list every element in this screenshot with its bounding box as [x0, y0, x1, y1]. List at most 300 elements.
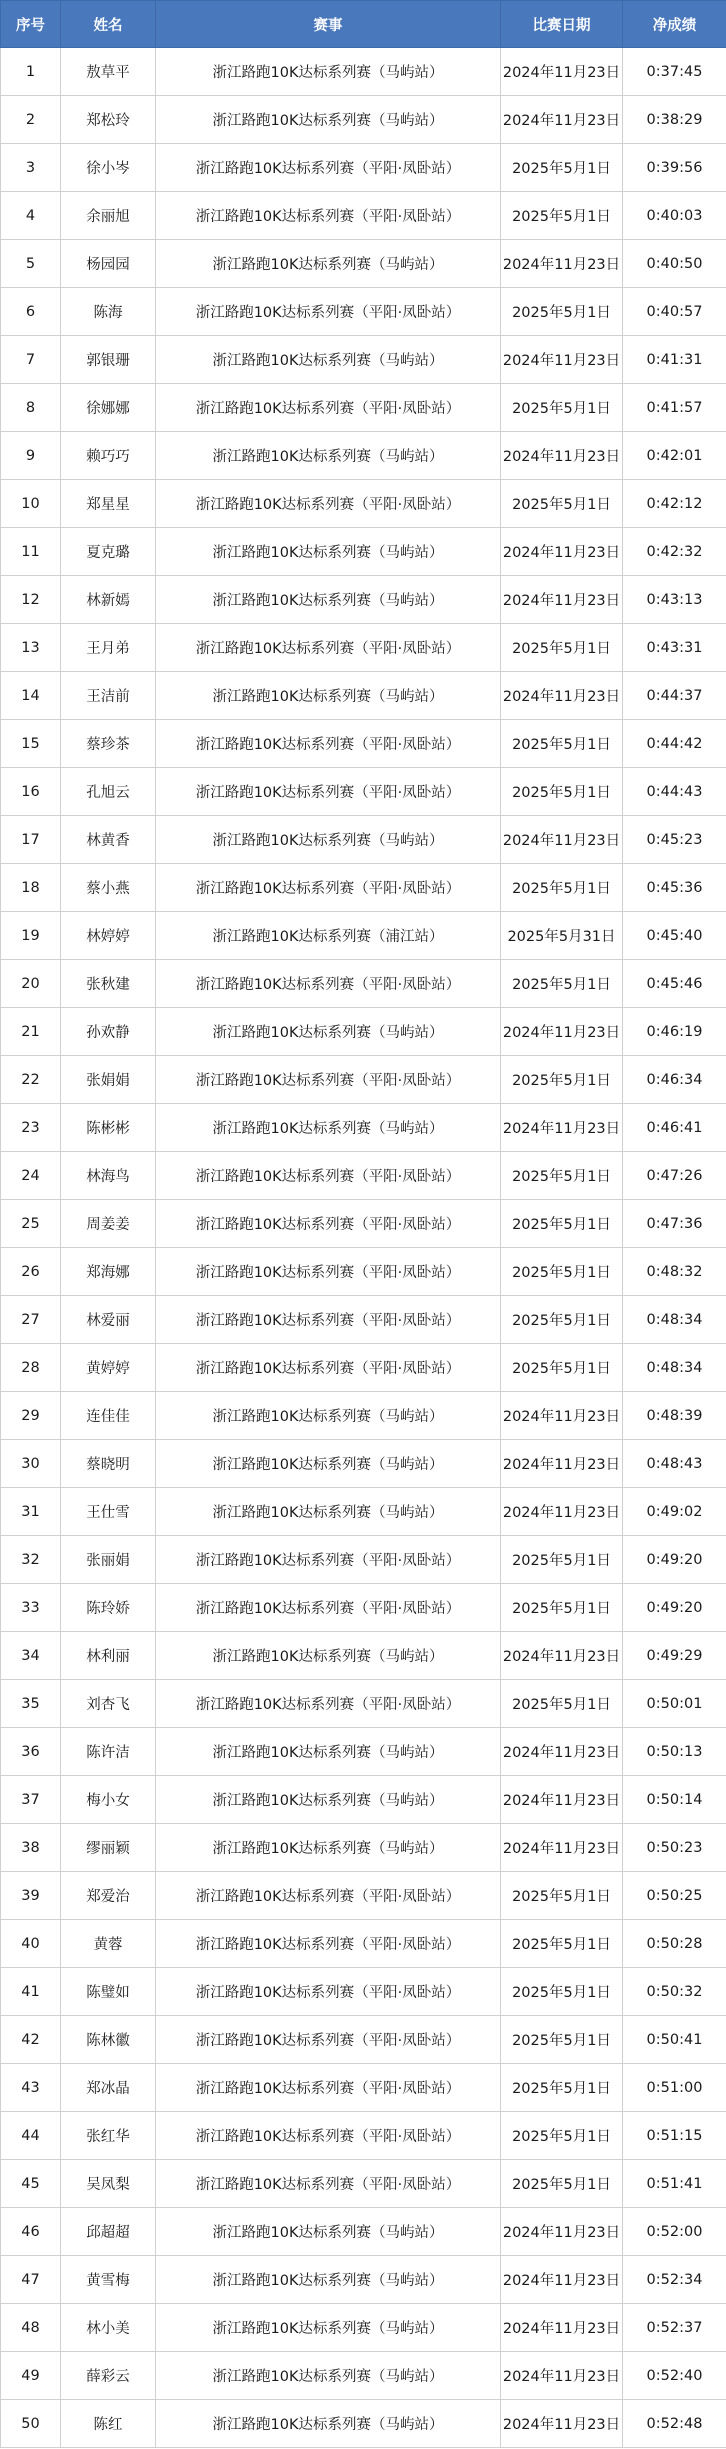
- rank-cell: 1: [1, 48, 61, 96]
- date-cell: 2024年11月23日: [501, 336, 623, 384]
- event-cell: 浙江路跑10K达标系列赛（马屿站）: [156, 1440, 501, 1488]
- event-cell: 浙江路跑10K达标系列赛（平阳·凤卧站）: [156, 1056, 501, 1104]
- header-row: [1, 1, 726, 48]
- date-cell: 2024年11月23日: [501, 48, 623, 96]
- name-cell: 余丽旭: [61, 192, 156, 240]
- net-time-cell: 0:48:34: [623, 1344, 726, 1392]
- rank-cell: 28: [1, 1344, 61, 1392]
- rank-cell: 38: [1, 1824, 61, 1872]
- name-cell: 杨园园: [61, 240, 156, 288]
- name-cell: 陈林徽: [61, 2016, 156, 2064]
- name-cell: 林婷婷: [61, 912, 156, 960]
- rank-cell: 37: [1, 1776, 61, 1824]
- date-cell: 2024年11月23日: [501, 1776, 623, 1824]
- table-row: [1, 2304, 726, 2352]
- net-time-cell: 0:46:19: [623, 1008, 726, 1056]
- net-time-cell: 0:45:23: [623, 816, 726, 864]
- date-cell: 2025年5月1日: [501, 624, 623, 672]
- table-row: [1, 1200, 726, 1248]
- event-cell: 浙江路跑10K达标系列赛（平阳·凤卧站）: [156, 2016, 501, 2064]
- event-cell: 浙江路跑10K达标系列赛（平阳·凤卧站）: [156, 1584, 501, 1632]
- rank-cell: 20: [1, 960, 61, 1008]
- event-cell: 浙江路跑10K达标系列赛（平阳·凤卧站）: [156, 624, 501, 672]
- rank-cell: 3: [1, 144, 61, 192]
- event-cell: 浙江路跑10K达标系列赛（马屿站）: [156, 48, 501, 96]
- table-row: [1, 192, 726, 240]
- rank-cell: 7: [1, 336, 61, 384]
- table-row: [1, 1536, 726, 1584]
- date-cell: 2025年5月1日: [501, 384, 623, 432]
- event-cell: 浙江路跑10K达标系列赛（马屿站）: [156, 2304, 501, 2352]
- table-row: [1, 2352, 726, 2400]
- date-cell: 2024年11月23日: [501, 1008, 623, 1056]
- net-time-cell: 0:42:32: [623, 528, 726, 576]
- rank-cell: 46: [1, 2208, 61, 2256]
- event-cell: 浙江路跑10K达标系列赛（马屿站）: [156, 528, 501, 576]
- event-cell: 浙江路跑10K达标系列赛（马屿站）: [156, 1104, 501, 1152]
- header-name: 姓名: [61, 1, 156, 48]
- name-cell: 连佳佳: [61, 1392, 156, 1440]
- date-cell: 2025年5月31日: [501, 912, 623, 960]
- table-header: [1, 1, 726, 48]
- table-row: [1, 672, 726, 720]
- rank-cell: 27: [1, 1296, 61, 1344]
- name-cell: 王仕雪: [61, 1488, 156, 1536]
- name-cell: 郑松玲: [61, 96, 156, 144]
- event-cell: 浙江路跑10K达标系列赛（马屿站）: [156, 1776, 501, 1824]
- name-cell: 陈许洁: [61, 1728, 156, 1776]
- event-cell: 浙江路跑10K达标系列赛（马屿站）: [156, 2256, 501, 2304]
- net-time-cell: 0:48:34: [623, 1296, 726, 1344]
- date-cell: 2025年5月1日: [501, 480, 623, 528]
- table-row: [1, 1296, 726, 1344]
- name-cell: 郑海娜: [61, 1248, 156, 1296]
- event-cell: 浙江路跑10K达标系列赛（平阳·凤卧站）: [156, 864, 501, 912]
- event-cell: 浙江路跑10K达标系列赛（浦江站）: [156, 912, 501, 960]
- event-cell: 浙江路跑10K达标系列赛（平阳·凤卧站）: [156, 1968, 501, 2016]
- date-cell: 2025年5月1日: [501, 144, 623, 192]
- date-cell: 2025年5月1日: [501, 1584, 623, 1632]
- table-row: [1, 432, 726, 480]
- event-cell: 浙江路跑10K达标系列赛（平阳·凤卧站）: [156, 288, 501, 336]
- rank-cell: 32: [1, 1536, 61, 1584]
- net-time-cell: 0:43:13: [623, 576, 726, 624]
- date-cell: 2025年5月1日: [501, 2160, 623, 2208]
- name-cell: 林海鸟: [61, 1152, 156, 1200]
- table-row: [1, 2256, 726, 2304]
- rank-cell: 35: [1, 1680, 61, 1728]
- name-cell: 缪丽颖: [61, 1824, 156, 1872]
- event-cell: 浙江路跑10K达标系列赛（平阳·凤卧站）: [156, 768, 501, 816]
- event-cell: 浙江路跑10K达标系列赛（马屿站）: [156, 1728, 501, 1776]
- net-time-cell: 0:46:41: [623, 1104, 726, 1152]
- table-row: [1, 240, 726, 288]
- rank-cell: 23: [1, 1104, 61, 1152]
- rank-cell: 25: [1, 1200, 61, 1248]
- rank-cell: 24: [1, 1152, 61, 1200]
- net-time-cell: 0:41:57: [623, 384, 726, 432]
- rank-cell: 11: [1, 528, 61, 576]
- date-cell: 2024年11月23日: [501, 432, 623, 480]
- name-cell: 赖巧巧: [61, 432, 156, 480]
- name-cell: 张丽娟: [61, 1536, 156, 1584]
- table-row: [1, 2208, 726, 2256]
- date-cell: 2025年5月1日: [501, 960, 623, 1008]
- date-cell: 2025年5月1日: [501, 1248, 623, 1296]
- header-date: 比赛日期: [501, 1, 623, 48]
- table-row: [1, 336, 726, 384]
- rank-cell: 5: [1, 240, 61, 288]
- table-row: [1, 2112, 726, 2160]
- net-time-cell: 0:42:12: [623, 480, 726, 528]
- event-cell: 浙江路跑10K达标系列赛（平阳·凤卧站）: [156, 2160, 501, 2208]
- name-cell: 王月弟: [61, 624, 156, 672]
- net-time-cell: 0:52:34: [623, 2256, 726, 2304]
- event-cell: 浙江路跑10K达标系列赛（平阳·凤卧站）: [156, 144, 501, 192]
- table-row: [1, 528, 726, 576]
- rank-cell: 14: [1, 672, 61, 720]
- date-cell: 2025年5月1日: [501, 1968, 623, 2016]
- event-cell: 浙江路跑10K达标系列赛（马屿站）: [156, 816, 501, 864]
- rank-cell: 30: [1, 1440, 61, 1488]
- name-cell: 林利丽: [61, 1632, 156, 1680]
- net-time-cell: 0:39:56: [623, 144, 726, 192]
- net-time-cell: 0:50:25: [623, 1872, 726, 1920]
- date-cell: 2025年5月1日: [501, 720, 623, 768]
- net-time-cell: 0:50:41: [623, 2016, 726, 2064]
- name-cell: 张娟娟: [61, 1056, 156, 1104]
- date-cell: 2025年5月1日: [501, 864, 623, 912]
- table-row: [1, 2160, 726, 2208]
- rank-cell: 26: [1, 1248, 61, 1296]
- name-cell: 黄婷婷: [61, 1344, 156, 1392]
- event-cell: 浙江路跑10K达标系列赛（平阳·凤卧站）: [156, 2112, 501, 2160]
- event-cell: 浙江路跑10K达标系列赛（平阳·凤卧站）: [156, 384, 501, 432]
- date-cell: 2024年11月23日: [501, 1392, 623, 1440]
- name-cell: 陈彬彬: [61, 1104, 156, 1152]
- net-time-cell: 0:40:50: [623, 240, 726, 288]
- date-cell: 2025年5月1日: [501, 1680, 623, 1728]
- net-time-cell: 0:44:37: [623, 672, 726, 720]
- name-cell: 蔡小燕: [61, 864, 156, 912]
- net-time-cell: 0:46:34: [623, 1056, 726, 1104]
- rank-cell: 47: [1, 2256, 61, 2304]
- name-cell: 徐小岑: [61, 144, 156, 192]
- net-time-cell: 0:51:15: [623, 2112, 726, 2160]
- table-row: [1, 576, 726, 624]
- table-row: [1, 1392, 726, 1440]
- name-cell: 林黄香: [61, 816, 156, 864]
- date-cell: 2024年11月23日: [501, 1440, 623, 1488]
- net-time-cell: 0:51:00: [623, 2064, 726, 2112]
- table-row: [1, 2064, 726, 2112]
- date-cell: 2025年5月1日: [501, 1200, 623, 1248]
- header-net-time: 净成绩: [623, 1, 726, 48]
- date-cell: 2025年5月1日: [501, 2064, 623, 2112]
- table-row: [1, 48, 726, 96]
- net-time-cell: 0:47:26: [623, 1152, 726, 1200]
- rank-cell: 2: [1, 96, 61, 144]
- event-cell: 浙江路跑10K达标系列赛（马屿站）: [156, 2400, 501, 2448]
- table-row: [1, 912, 726, 960]
- name-cell: 邱超超: [61, 2208, 156, 2256]
- event-cell: 浙江路跑10K达标系列赛（马屿站）: [156, 1488, 501, 1536]
- table-row: [1, 1488, 726, 1536]
- rank-cell: 48: [1, 2304, 61, 2352]
- rank-cell: 8: [1, 384, 61, 432]
- net-time-cell: 0:44:43: [623, 768, 726, 816]
- date-cell: 2024年11月23日: [501, 1632, 623, 1680]
- net-time-cell: 0:47:36: [623, 1200, 726, 1248]
- date-cell: 2024年11月23日: [501, 96, 623, 144]
- event-cell: 浙江路跑10K达标系列赛（平阳·凤卧站）: [156, 1872, 501, 1920]
- name-cell: 黄雪梅: [61, 2256, 156, 2304]
- date-cell: 2025年5月1日: [501, 768, 623, 816]
- rank-cell: 34: [1, 1632, 61, 1680]
- date-cell: 2024年11月23日: [501, 1728, 623, 1776]
- name-cell: 梅小女: [61, 1776, 156, 1824]
- date-cell: 2025年5月1日: [501, 1536, 623, 1584]
- net-time-cell: 0:50:14: [623, 1776, 726, 1824]
- name-cell: 周姜姜: [61, 1200, 156, 1248]
- name-cell: 郑星星: [61, 480, 156, 528]
- rank-cell: 45: [1, 2160, 61, 2208]
- net-time-cell: 0:48:39: [623, 1392, 726, 1440]
- net-time-cell: 0:45:36: [623, 864, 726, 912]
- table-row: [1, 1824, 726, 1872]
- rank-cell: 10: [1, 480, 61, 528]
- table-row: [1, 960, 726, 1008]
- date-cell: 2025年5月1日: [501, 1920, 623, 1968]
- rank-cell: 33: [1, 1584, 61, 1632]
- net-time-cell: 0:48:43: [623, 1440, 726, 1488]
- net-time-cell: 0:50:13: [623, 1728, 726, 1776]
- table-row: [1, 1056, 726, 1104]
- header-event: 赛事: [156, 1, 501, 48]
- table-row: [1, 1104, 726, 1152]
- name-cell: 郭银珊: [61, 336, 156, 384]
- rank-cell: 12: [1, 576, 61, 624]
- rank-cell: 4: [1, 192, 61, 240]
- table-row: [1, 2016, 726, 2064]
- name-cell: 林新嫣: [61, 576, 156, 624]
- net-time-cell: 0:50:23: [623, 1824, 726, 1872]
- net-time-cell: 0:52:37: [623, 2304, 726, 2352]
- date-cell: 2024年11月23日: [501, 816, 623, 864]
- net-time-cell: 0:51:41: [623, 2160, 726, 2208]
- table-row: [1, 288, 726, 336]
- event-cell: 浙江路跑10K达标系列赛（马屿站）: [156, 1392, 501, 1440]
- name-cell: 黄蓉: [61, 1920, 156, 1968]
- net-time-cell: 0:49:20: [623, 1536, 726, 1584]
- net-time-cell: 0:37:45: [623, 48, 726, 96]
- name-cell: 王洁前: [61, 672, 156, 720]
- rank-cell: 21: [1, 1008, 61, 1056]
- net-time-cell: 0:49:29: [623, 1632, 726, 1680]
- event-cell: 浙江路跑10K达标系列赛（马屿站）: [156, 336, 501, 384]
- header-rank: 序号: [1, 1, 61, 48]
- table-row: [1, 1920, 726, 1968]
- name-cell: 孔旭云: [61, 768, 156, 816]
- event-cell: 浙江路跑10K达标系列赛（平阳·凤卧站）: [156, 1152, 501, 1200]
- event-cell: 浙江路跑10K达标系列赛（平阳·凤卧站）: [156, 960, 501, 1008]
- net-time-cell: 0:49:02: [623, 1488, 726, 1536]
- net-time-cell: 0:52:40: [623, 2352, 726, 2400]
- rank-cell: 16: [1, 768, 61, 816]
- event-cell: 浙江路跑10K达标系列赛（平阳·凤卧站）: [156, 2064, 501, 2112]
- net-time-cell: 0:50:01: [623, 1680, 726, 1728]
- name-cell: 夏克璐: [61, 528, 156, 576]
- name-cell: 张秋建: [61, 960, 156, 1008]
- table-row: [1, 2400, 726, 2448]
- event-cell: 浙江路跑10K达标系列赛（平阳·凤卧站）: [156, 1920, 501, 1968]
- name-cell: 蔡晓明: [61, 1440, 156, 1488]
- event-cell: 浙江路跑10K达标系列赛（平阳·凤卧站）: [156, 720, 501, 768]
- table-row: [1, 384, 726, 432]
- rank-cell: 19: [1, 912, 61, 960]
- date-cell: 2024年11月23日: [501, 2208, 623, 2256]
- event-cell: 浙江路跑10K达标系列赛（马屿站）: [156, 240, 501, 288]
- date-cell: 2025年5月1日: [501, 2016, 623, 2064]
- name-cell: 陈玲娇: [61, 1584, 156, 1632]
- name-cell: 孙欢静: [61, 1008, 156, 1056]
- table-row: [1, 480, 726, 528]
- rank-cell: 43: [1, 2064, 61, 2112]
- date-cell: 2025年5月1日: [501, 1872, 623, 1920]
- event-cell: 浙江路跑10K达标系列赛（马屿站）: [156, 1824, 501, 1872]
- net-time-cell: 0:45:46: [623, 960, 726, 1008]
- rank-cell: 36: [1, 1728, 61, 1776]
- date-cell: 2024年11月23日: [501, 1104, 623, 1152]
- rank-cell: 17: [1, 816, 61, 864]
- name-cell: 郑爱治: [61, 1872, 156, 1920]
- rank-cell: 13: [1, 624, 61, 672]
- event-cell: 浙江路跑10K达标系列赛（平阳·凤卧站）: [156, 192, 501, 240]
- net-time-cell: 0:50:32: [623, 1968, 726, 2016]
- date-cell: 2024年11月23日: [501, 2256, 623, 2304]
- event-cell: 浙江路跑10K达标系列赛（平阳·凤卧站）: [156, 1296, 501, 1344]
- table-row: [1, 1680, 726, 1728]
- rank-cell: 40: [1, 1920, 61, 1968]
- event-cell: 浙江路跑10K达标系列赛（马屿站）: [156, 672, 501, 720]
- net-time-cell: 0:45:40: [623, 912, 726, 960]
- date-cell: 2024年11月23日: [501, 2304, 623, 2352]
- name-cell: 徐娜娜: [61, 384, 156, 432]
- net-time-cell: 0:52:48: [623, 2400, 726, 2448]
- net-time-cell: 0:38:29: [623, 96, 726, 144]
- table-row: [1, 816, 726, 864]
- net-time-cell: 0:52:00: [623, 2208, 726, 2256]
- rank-cell: 44: [1, 2112, 61, 2160]
- rank-cell: 50: [1, 2400, 61, 2448]
- rank-cell: 6: [1, 288, 61, 336]
- net-time-cell: 0:40:57: [623, 288, 726, 336]
- name-cell: 张红华: [61, 2112, 156, 2160]
- date-cell: 2025年5月1日: [501, 288, 623, 336]
- table-row: [1, 1440, 726, 1488]
- table-body: [1, 48, 726, 2448]
- rank-cell: 49: [1, 2352, 61, 2400]
- date-cell: 2024年11月23日: [501, 240, 623, 288]
- event-cell: 浙江路跑10K达标系列赛（马屿站）: [156, 2208, 501, 2256]
- date-cell: 2025年5月1日: [501, 1344, 623, 1392]
- event-cell: 浙江路跑10K达标系列赛（平阳·凤卧站）: [156, 1200, 501, 1248]
- date-cell: 2024年11月23日: [501, 1488, 623, 1536]
- table-row: [1, 1872, 726, 1920]
- event-cell: 浙江路跑10K达标系列赛（平阳·凤卧站）: [156, 1680, 501, 1728]
- name-cell: 薛彩云: [61, 2352, 156, 2400]
- net-time-cell: 0:49:20: [623, 1584, 726, 1632]
- event-cell: 浙江路跑10K达标系列赛（马屿站）: [156, 96, 501, 144]
- net-time-cell: 0:41:31: [623, 336, 726, 384]
- table-row: [1, 1248, 726, 1296]
- table-row: [1, 1008, 726, 1056]
- date-cell: 2025年5月1日: [501, 1056, 623, 1104]
- date-cell: 2024年11月23日: [501, 2400, 623, 2448]
- table-row: [1, 624, 726, 672]
- date-cell: 2025年5月1日: [501, 2112, 623, 2160]
- rank-cell: 15: [1, 720, 61, 768]
- event-cell: 浙江路跑10K达标系列赛（马屿站）: [156, 432, 501, 480]
- event-cell: 浙江路跑10K达标系列赛（马屿站）: [156, 1008, 501, 1056]
- name-cell: 林小美: [61, 2304, 156, 2352]
- table-row: [1, 1776, 726, 1824]
- rank-cell: 39: [1, 1872, 61, 1920]
- name-cell: 敖草平: [61, 48, 156, 96]
- name-cell: 刘杏飞: [61, 1680, 156, 1728]
- name-cell: 吴凤梨: [61, 2160, 156, 2208]
- name-cell: 郑冰晶: [61, 2064, 156, 2112]
- event-cell: 浙江路跑10K达标系列赛（马屿站）: [156, 576, 501, 624]
- rank-cell: 9: [1, 432, 61, 480]
- event-cell: 浙江路跑10K达标系列赛（平阳·凤卧站）: [156, 480, 501, 528]
- table-row: [1, 720, 726, 768]
- event-cell: 浙江路跑10K达标系列赛（马屿站）: [156, 1632, 501, 1680]
- date-cell: 2024年11月23日: [501, 576, 623, 624]
- rank-cell: 29: [1, 1392, 61, 1440]
- rank-cell: 31: [1, 1488, 61, 1536]
- event-cell: 浙江路跑10K达标系列赛（马屿站）: [156, 2352, 501, 2400]
- rank-cell: 42: [1, 2016, 61, 2064]
- table-row: [1, 1584, 726, 1632]
- date-cell: 2024年11月23日: [501, 2352, 623, 2400]
- net-time-cell: 0:48:32: [623, 1248, 726, 1296]
- table-row: [1, 96, 726, 144]
- net-time-cell: 0:40:03: [623, 192, 726, 240]
- date-cell: 2025年5月1日: [501, 1296, 623, 1344]
- date-cell: 2024年11月23日: [501, 1824, 623, 1872]
- net-time-cell: 0:50:28: [623, 1920, 726, 1968]
- table-row: [1, 1344, 726, 1392]
- net-time-cell: 0:44:42: [623, 720, 726, 768]
- table-row: [1, 1152, 726, 1200]
- table-row: [1, 768, 726, 816]
- event-cell: 浙江路跑10K达标系列赛（平阳·凤卧站）: [156, 1536, 501, 1584]
- name-cell: 陈红: [61, 2400, 156, 2448]
- date-cell: 2024年11月23日: [501, 672, 623, 720]
- name-cell: 蔡珍茶: [61, 720, 156, 768]
- net-time-cell: 0:42:01: [623, 432, 726, 480]
- date-cell: 2025年5月1日: [501, 1152, 623, 1200]
- table-row: [1, 1968, 726, 2016]
- table-row: [1, 864, 726, 912]
- table-row: [1, 1728, 726, 1776]
- net-time-cell: 0:43:31: [623, 624, 726, 672]
- table-row: [1, 144, 726, 192]
- event-cell: 浙江路跑10K达标系列赛（平阳·凤卧站）: [156, 1248, 501, 1296]
- name-cell: 陈海: [61, 288, 156, 336]
- rank-cell: 41: [1, 1968, 61, 2016]
